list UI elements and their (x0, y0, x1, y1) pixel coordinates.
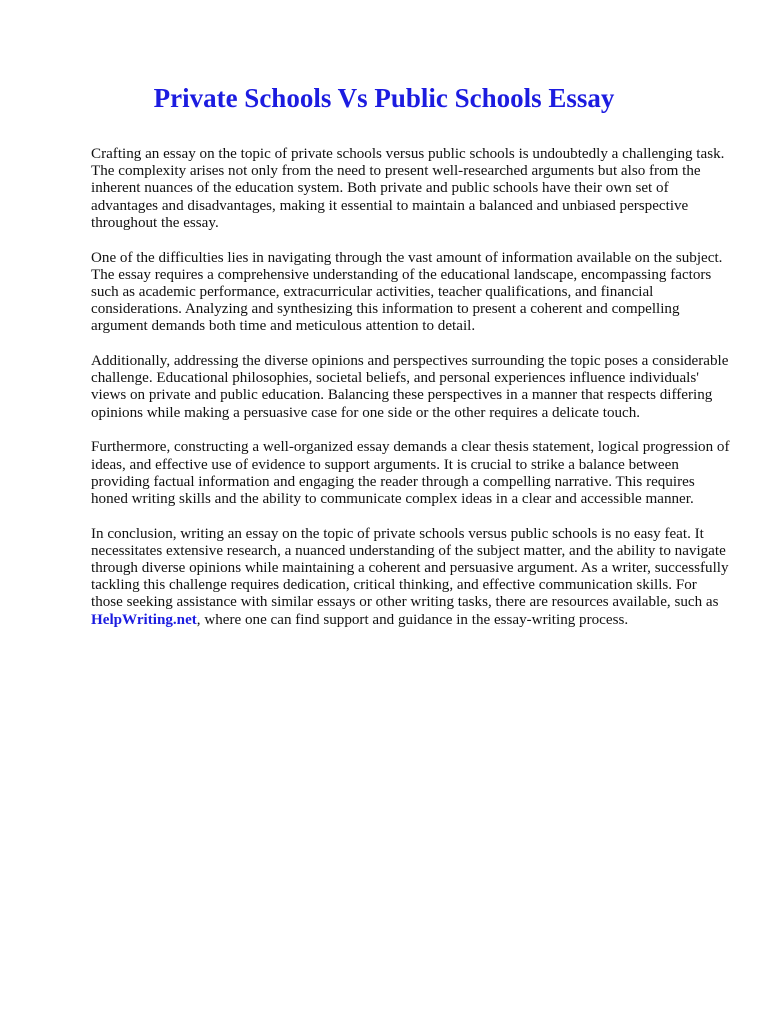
conclusion-text-after-link: , where one can find support and guidance in the essay-writing process. (196, 611, 629, 628)
paragraph-2: One of the difficulties lies in navigating through the vast amount of information available on the subject. The essay requires a comprehensive understanding of the educational landscape, encompassing factors such as academic performance, extracurricular activities, teacher qualifications, and financial considerations. Analyzing and synthesizing this information to present a coherent and compelling argument demands both time and meticulous attention to detail. (91, 249, 723, 335)
paragraph-3: Additionally, addressing the diverse opinions and perspectives surrounding the topic poses a considerable challenge. Educational philosophies, societal beliefs, and personal experiences influence individuals' views on private and public education. Balancing these perspectives in a manner that respects differing opinions while making a persuasive case for one side or the other requires a delicate touch. (91, 353, 729, 421)
paragraph-4: Furthermore, constructing a well-organized essay demands a clear thesis statement, logical progression of ideas, and effective use of evidence to support arguments. It is crucial to strike a balance between providing factual information and engaging the reader through a compelling narrative. This requires honed writing skills and the ability to communicate complex ideas in a clear and accessible manner. (91, 439, 730, 507)
conclusion-text-before-link: In conclusion, writing an essay on the topic of private schools versus public schools is no easy feat. It necessitates extensive research, a nuanced understanding of the subject matter, and the ability to navigate through diverse opinions while maintaining a coherent and persuasive argument. As a writer, successfully tackling this challenge requires dedication, critical thinking, and effective communication skills. For those seeking assistance with similar essays or other writing tasks, there are resources available, such as (91, 525, 729, 611)
essay-body (91, 146, 731, 646)
helpwriting-link[interactable]: HelpWriting.net (91, 611, 197, 628)
paragraph-1: Crafting an essay on the topic of private schools versus public schools is undoubtedly a challenging task. The complexity arises not only from the need to present well-researched arguments but also from the inherent nuances of the education system. Both private and public schools have their own set of advantages and disadvantages, making it essential to maintain a balanced and unbiased perspective throughout the essay. (91, 146, 725, 231)
page-title: Private Schools Vs Public Schools Essay (153, 83, 615, 113)
paragraph-conclusion (91, 526, 731, 629)
